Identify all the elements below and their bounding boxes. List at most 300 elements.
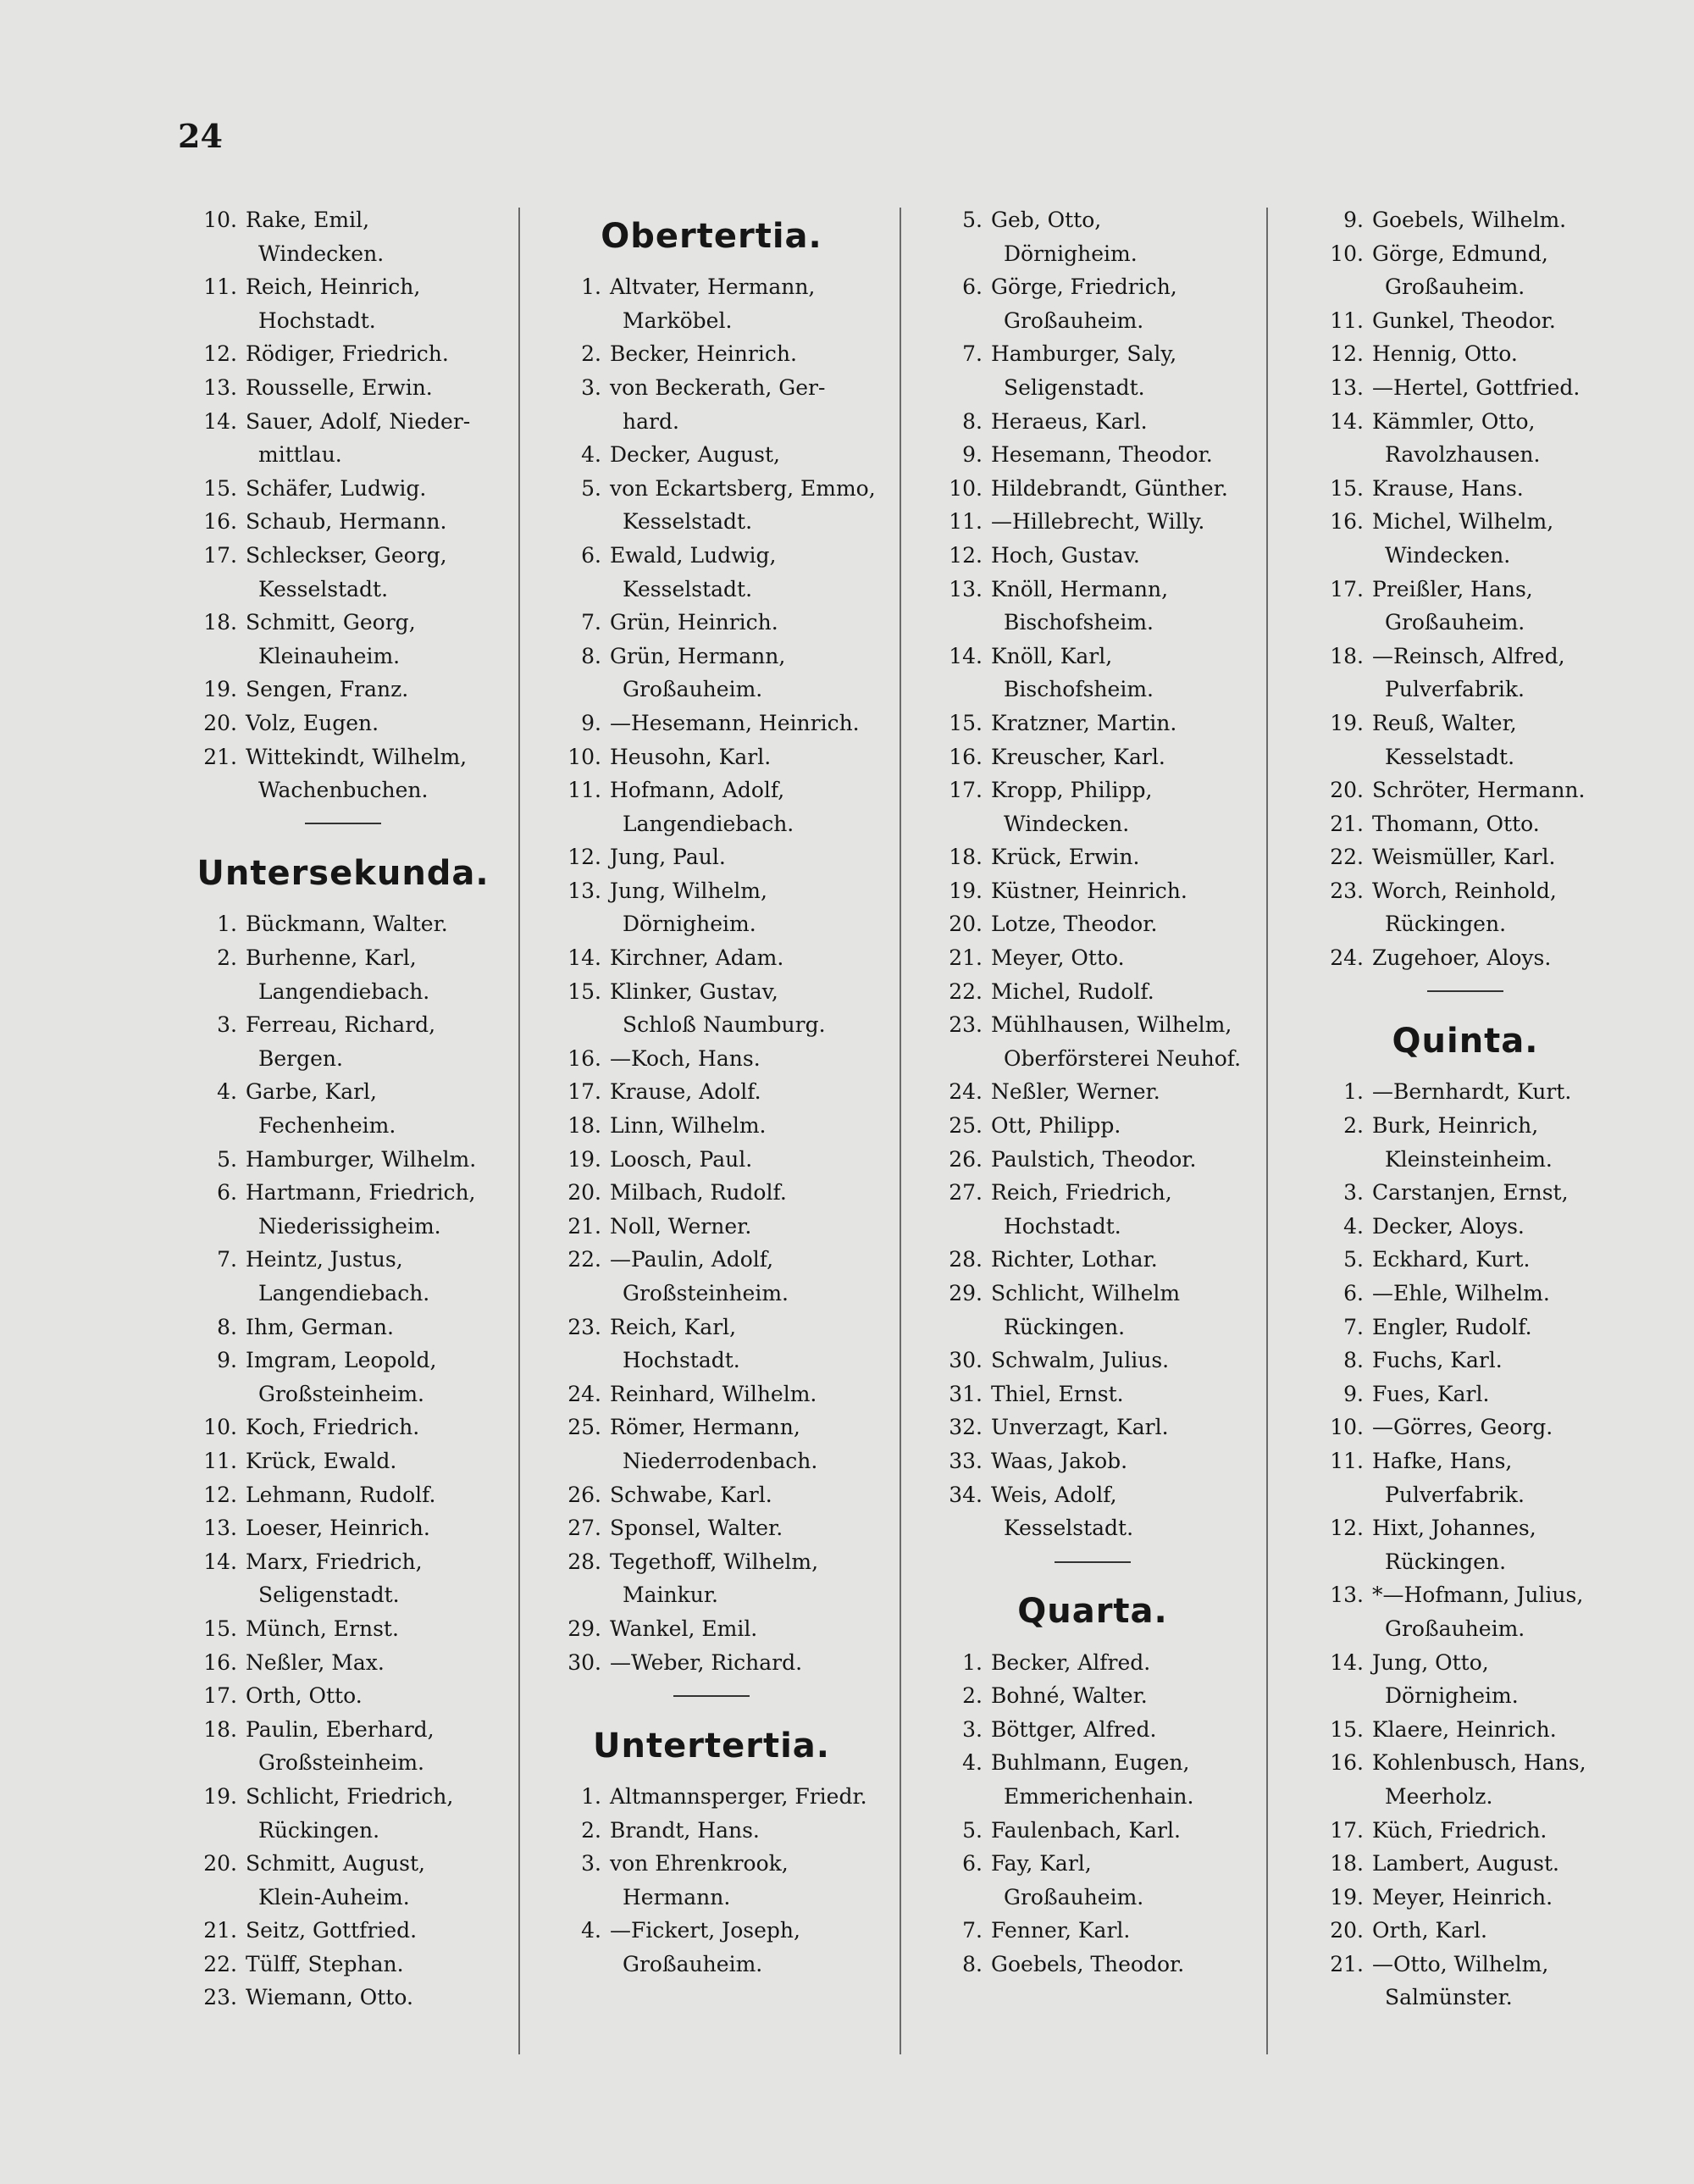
entry-place: Hochstadt.	[623, 1348, 740, 1373]
entry-name: Fuchs, Karl.	[1372, 1348, 1503, 1373]
entry-name: Becker, Heinrich.	[610, 341, 797, 367]
entry-number: 17.	[1330, 1817, 1364, 1843]
list-item	[1304, 1746, 1626, 1813]
entry-number: 28.	[567, 1549, 601, 1574]
list-item	[1304, 1109, 1626, 1176]
list-item	[1304, 203, 1626, 237]
entry-number: 9.	[1343, 1381, 1364, 1406]
entry-name: *—Hofmann, Julius,	[1372, 1583, 1584, 1608]
entry-name: Ferreau, Richard,	[246, 1012, 436, 1038]
list-item	[1304, 1243, 1626, 1277]
entry-place: Niederrodenbach.	[623, 1448, 818, 1473]
entry-number: 9.	[962, 442, 983, 468]
entry-number: 12.	[1330, 1516, 1364, 1541]
entry-name: Görge, Friedrich,	[991, 274, 1177, 300]
entry-name: Lambert, August.	[1372, 1851, 1559, 1876]
list-item	[542, 337, 881, 371]
entry-number: 20.	[1330, 1918, 1364, 1943]
column-4	[1304, 203, 1626, 2015]
entry-name: Schmitt, August,	[246, 1851, 425, 1876]
entry-number: 16.	[949, 744, 983, 769]
entry-name: Noll, Werner.	[610, 1213, 752, 1239]
entry-number: 2.	[962, 1683, 983, 1709]
list-item	[1304, 472, 1626, 506]
entry-place: Windecken.	[258, 241, 385, 266]
list-item	[542, 1814, 881, 1848]
list-item	[1304, 573, 1626, 640]
entry-number: 22.	[949, 978, 983, 1004]
entry-number: 11.	[949, 509, 983, 535]
entry-name: —Koch, Hans.	[610, 1045, 761, 1071]
entry-name: Küch, Friedrich.	[1372, 1817, 1547, 1843]
entry-name: Klinker, Gustav,	[610, 978, 778, 1004]
entry-name: —Paulin, Adolf,	[610, 1247, 774, 1272]
list-item	[178, 337, 508, 371]
list-item	[178, 941, 508, 1008]
entry-number: 14.	[203, 408, 237, 434]
entry-name: Görge, Edmund,	[1372, 241, 1548, 266]
entry-place: Großsteinheim.	[258, 1750, 424, 1776]
list-item	[178, 1411, 508, 1444]
list-item	[923, 438, 1262, 472]
entry-name: Hildebrandt, Günther.	[991, 475, 1228, 501]
entry-number: 18.	[203, 1716, 237, 1742]
entry-name: Krück, Erwin.	[991, 845, 1140, 870]
entry-name: Decker, August,	[610, 442, 780, 468]
entry-number: 19.	[949, 878, 983, 903]
entry-name: Hamburger, Wilhelm.	[246, 1146, 477, 1172]
list-item	[178, 1612, 508, 1646]
entry-number: 32.	[949, 1415, 983, 1440]
entry-name: Garbe, Karl,	[246, 1079, 377, 1105]
list-item	[923, 1377, 1262, 1411]
entry-name: Paulin, Eberhard,	[246, 1716, 435, 1742]
entry-number: 3.	[1343, 1180, 1364, 1206]
entry-name: —Ehle, Wilhelm.	[1372, 1281, 1550, 1305]
entry-name: Hixt, Johannes,	[1372, 1516, 1536, 1541]
entry-name: Hennig, Otto.	[1372, 341, 1518, 367]
entry-name: Faulenbach, Karl.	[991, 1817, 1181, 1843]
entry-place: Meerholz.	[1385, 1783, 1493, 1809]
entry-name: Tegethoff, Wilhelm,	[610, 1549, 819, 1574]
list-item	[178, 1780, 508, 1847]
entry-name: von Eckartsberg, Emmo,	[610, 475, 876, 501]
list-item	[923, 1847, 1262, 1914]
list-item	[178, 1344, 508, 1411]
entry-name: Weis, Adolf,	[991, 1482, 1117, 1507]
list-item	[178, 1075, 508, 1142]
entry-place: Rückingen.	[1004, 1314, 1126, 1339]
list-item	[178, 1143, 508, 1177]
entry-name: Hartmann, Friedrich,	[246, 1180, 476, 1206]
entry-place: Kesselstadt.	[623, 576, 753, 601]
entry-name: Krück, Ewald.	[246, 1448, 397, 1473]
entry-name: —Fickert, Joseph,	[610, 1918, 800, 1943]
entry-number: 6.	[581, 542, 601, 568]
list-item	[923, 975, 1262, 1009]
entry-number: 19.	[203, 1783, 237, 1809]
entry-number: 16.	[567, 1045, 601, 1071]
entry-number: 15.	[203, 1616, 237, 1641]
entry-name: Goebels, Wilhelm.	[1372, 208, 1567, 232]
list-item	[542, 975, 881, 1042]
list-item	[1304, 707, 1626, 773]
entry-name: Gunkel, Theodor.	[1372, 308, 1556, 333]
entry-name: Preißler, Hans,	[1372, 576, 1533, 601]
entry-number: 22.	[567, 1247, 601, 1272]
list-item	[923, 707, 1262, 740]
list-item	[923, 1411, 1262, 1444]
entry-name: Meyer, Otto.	[991, 945, 1125, 971]
list-item	[923, 1914, 1262, 1948]
entry-name: Altvater, Hermann,	[610, 274, 816, 300]
entry-number: 20.	[203, 1851, 237, 1876]
list-item	[542, 1914, 881, 1981]
list-item	[542, 773, 881, 840]
entry-number: 30.	[567, 1649, 601, 1675]
list-item	[178, 606, 508, 673]
entry-number: 5.	[217, 1146, 237, 1172]
entry-name: Rousselle, Erwin.	[246, 374, 433, 400]
entry-number: 5.	[962, 208, 983, 232]
list-item	[923, 740, 1262, 774]
list-item	[178, 1847, 508, 1914]
entry-number: 18.	[1330, 1851, 1364, 1876]
entry-number: 7.	[1343, 1314, 1364, 1339]
entry-name: Neßler, Max.	[246, 1649, 385, 1675]
entry-number: 10.	[949, 475, 983, 501]
list-item	[1304, 1344, 1626, 1377]
entry-name: Lotze, Theodor.	[991, 912, 1158, 937]
list-item	[1304, 371, 1626, 405]
list-item	[923, 573, 1262, 640]
entry-name: von Beckerath, Ger-	[610, 374, 826, 400]
list-item	[1304, 505, 1626, 572]
entry-number: 28.	[949, 1247, 983, 1272]
list-item	[1304, 874, 1626, 941]
entry-place: Kleinsteinheim.	[1385, 1146, 1553, 1172]
entry-name: Sponsel, Walter.	[610, 1516, 783, 1541]
list-item	[923, 203, 1262, 270]
entry-number: 11.	[203, 274, 237, 300]
entry-number: 15.	[1330, 475, 1364, 501]
entry-number: 13.	[1330, 1583, 1364, 1608]
entry-number: 11.	[567, 778, 601, 803]
entry-name: Heintz, Justus,	[246, 1247, 403, 1272]
list-item	[542, 1511, 881, 1545]
entry-place: Niederissigheim.	[258, 1213, 441, 1239]
list-item	[178, 1679, 508, 1713]
entry-place: Fechenheim.	[258, 1113, 396, 1139]
entry-number: 12.	[203, 341, 237, 367]
entry-place: Salmünster.	[1385, 1985, 1513, 2010]
entry-name: Knöll, Karl,	[991, 643, 1113, 668]
entry-name: Münch, Ernst.	[246, 1616, 399, 1641]
section-header: Untersekunda.	[197, 854, 490, 894]
entry-place: Kesselstadt.	[623, 509, 753, 535]
list-item	[1304, 1814, 1626, 1848]
entry-number: 12.	[567, 845, 601, 870]
entry-number: 17.	[203, 542, 237, 568]
entry-name: —Reinsch, Alfred,	[1372, 643, 1565, 668]
entry-name: —Görres, Georg.	[1372, 1415, 1553, 1440]
entry-name: —Weber, Richard.	[610, 1649, 803, 1675]
entry-number: 13.	[203, 1516, 237, 1541]
list-item	[178, 1478, 508, 1512]
entry-number: 29.	[567, 1616, 601, 1641]
list-item	[1304, 1176, 1626, 1210]
list-item	[542, 640, 881, 707]
list-item	[1304, 1277, 1626, 1311]
entry-name: Hafke, Hans,	[1372, 1448, 1513, 1473]
section-header: Obertertia.	[601, 217, 822, 256]
entry-number: 7.	[217, 1247, 237, 1272]
entry-name: Orth, Karl.	[1372, 1918, 1487, 1943]
entry-place: Kleinauheim.	[258, 643, 401, 668]
entry-place: Ravolzhausen.	[1385, 442, 1541, 468]
list-item	[542, 1478, 881, 1512]
entry-number: 7.	[962, 1918, 983, 1943]
section-separator	[542, 1679, 881, 1713]
entry-name: Heusohn, Karl.	[610, 744, 772, 769]
entry-name: Kohlenbusch, Hans,	[1372, 1750, 1586, 1776]
entry-name: Sauer, Adolf, Nieder-	[246, 408, 471, 434]
entry-number: 1.	[581, 1783, 601, 1809]
entry-number: 23.	[567, 1314, 601, 1339]
entry-name: Reich, Karl,	[610, 1314, 737, 1339]
entry-number: 34.	[949, 1482, 983, 1507]
list-item	[1304, 941, 1626, 975]
entry-number: 20.	[949, 912, 983, 937]
list-item	[542, 270, 881, 337]
entry-number: 16.	[203, 509, 237, 535]
entry-number: 4.	[581, 1918, 601, 1943]
entry-number: 21.	[203, 1918, 237, 1943]
entry-place: Emmerichenhain.	[1004, 1783, 1194, 1809]
entry-number: 14.	[203, 1549, 237, 1574]
entry-number: 24.	[949, 1079, 983, 1105]
list-item	[178, 1545, 508, 1612]
entry-place: Großauheim.	[1004, 308, 1144, 333]
entry-number: 29.	[949, 1281, 983, 1305]
entry-number: 31.	[949, 1381, 983, 1406]
list-item	[923, 1948, 1262, 1982]
entry-name: Loeser, Heinrich.	[246, 1516, 430, 1541]
list-item	[542, 874, 881, 941]
column-divider	[900, 208, 901, 2054]
list-item	[542, 1075, 881, 1109]
entry-name: Wittekindt, Wilhelm,	[246, 744, 468, 769]
entry-number: 11.	[1330, 1448, 1364, 1473]
entry-number: 21.	[949, 945, 983, 971]
entry-number: 27.	[949, 1180, 983, 1206]
entry-number: 33.	[949, 1448, 983, 1473]
list-item	[923, 405, 1262, 439]
entry-number: 10.	[203, 208, 237, 232]
entry-name: Tülff, Stephan.	[246, 1951, 404, 1976]
entry-number: 12.	[1330, 341, 1364, 367]
list-item	[542, 1377, 881, 1411]
entry-number: 16.	[1330, 509, 1364, 535]
entry-number: 24.	[567, 1381, 601, 1406]
section-separator	[178, 807, 508, 841]
list-item	[542, 941, 881, 975]
entry-name: Schlicht, Friedrich,	[246, 1783, 454, 1809]
list-item	[178, 1311, 508, 1344]
entry-number: 10.	[1330, 241, 1364, 266]
entry-name: Weismüller, Karl.	[1372, 845, 1556, 870]
entry-name: Engler, Rudolf.	[1372, 1314, 1532, 1339]
entry-number: 15.	[949, 710, 983, 735]
list-item	[542, 1545, 881, 1612]
entry-name: Hamburger, Saly,	[991, 341, 1177, 367]
entry-number: 17.	[203, 1683, 237, 1709]
entry-name: Jung, Paul.	[610, 845, 726, 870]
entry-place: Windecken.	[1385, 542, 1511, 568]
list-item	[1304, 1713, 1626, 1747]
entry-name: Seitz, Gottfried.	[246, 1918, 418, 1943]
entry-name: Wankel, Emil.	[610, 1616, 758, 1641]
entry-name: Schwabe, Karl.	[610, 1482, 772, 1507]
entry-number: 25.	[567, 1415, 601, 1440]
list-item	[1304, 1948, 1626, 2015]
entry-number: 8.	[962, 1951, 983, 1976]
list-item	[1304, 1444, 1626, 1511]
list-item	[923, 1344, 1262, 1377]
entry-name: Kämmler, Otto,	[1372, 408, 1536, 434]
entry-place: Bergen.	[258, 1045, 343, 1071]
entry-name: Linn, Wilhelm.	[610, 1113, 767, 1139]
entry-name: Carstanjen, Ernst,	[1372, 1180, 1569, 1206]
list-item	[923, 1646, 1262, 1680]
entry-number: 8.	[962, 408, 983, 434]
entry-name: Schmitt, Georg,	[246, 610, 416, 635]
entry-name: Klaere, Heinrich.	[1372, 1716, 1557, 1742]
section-header: Quinta.	[1392, 1022, 1539, 1062]
entry-name: Küstner, Heinrich.	[991, 878, 1187, 903]
entry-place: Seligenstadt.	[258, 1583, 400, 1608]
list-item	[542, 1042, 881, 1076]
entry-number: 23.	[1330, 878, 1364, 903]
entry-number: 8.	[581, 643, 601, 668]
entry-number: 13.	[203, 374, 237, 400]
list-item	[178, 1511, 508, 1545]
entry-place: Dörnigheim.	[1004, 241, 1138, 266]
entry-place: Großsteinheim.	[258, 1381, 424, 1406]
section-separator	[1304, 975, 1626, 1009]
list-item	[542, 1780, 881, 1814]
list-item	[178, 203, 508, 270]
entry-name: Wiemann, Otto.	[246, 1985, 413, 2010]
entry-place: Dörnigheim.	[1385, 1683, 1519, 1709]
entry-name: Hoch, Gustav.	[991, 542, 1140, 568]
entry-number: 25.	[949, 1113, 983, 1139]
list-item	[542, 1411, 881, 1477]
entry-place: Großauheim.	[1385, 610, 1525, 635]
list-item	[923, 874, 1262, 908]
list-item	[923, 1746, 1262, 1813]
entry-place: Großauheim.	[1385, 1616, 1525, 1641]
column-divider	[1266, 208, 1268, 2054]
entry-name: Buhlmann, Eugen,	[991, 1750, 1190, 1776]
list-item	[178, 270, 508, 337]
entry-place: Kesselstadt.	[258, 576, 389, 601]
entry-place: Pulverfabrik.	[1385, 677, 1525, 702]
entry-place: Großauheim.	[1385, 274, 1525, 300]
entry-place: Langendiebach.	[258, 978, 430, 1004]
entry-place: Wachenbuchen.	[258, 778, 429, 803]
list-item	[1304, 1847, 1626, 1881]
list-item	[1304, 1914, 1626, 1948]
list-item	[178, 1243, 508, 1310]
entry-number: 9.	[1343, 208, 1364, 232]
entry-number: 9.	[217, 1348, 237, 1373]
list-item	[178, 1981, 508, 2015]
list-item	[542, 1143, 881, 1177]
list-item	[923, 337, 1262, 404]
entry-name: Fenner, Karl.	[991, 1918, 1131, 1943]
entry-number: 14.	[1330, 408, 1364, 434]
entry-place: Klein-Auheim.	[258, 1884, 410, 1910]
entry-number: 19.	[203, 677, 237, 702]
entry-place: Schloß Naumburg.	[623, 1012, 826, 1038]
entry-number: 7.	[581, 610, 601, 635]
entry-name: Reuß, Walter,	[1372, 710, 1517, 735]
entry-name: Burk, Heinrich,	[1372, 1113, 1539, 1139]
entry-number: 8.	[217, 1314, 237, 1339]
entry-number: 27.	[567, 1516, 601, 1541]
entry-name: Mühlhausen, Wilhelm,	[991, 1012, 1232, 1038]
list-item	[1304, 304, 1626, 338]
list-item	[178, 1646, 508, 1680]
list-item	[178, 1176, 508, 1243]
entry-name: Grün, Heinrich.	[610, 610, 778, 635]
list-item	[923, 640, 1262, 707]
list-item	[1304, 405, 1626, 472]
entry-place: Pulverfabrik.	[1385, 1482, 1525, 1507]
entry-name: Römer, Hermann,	[610, 1415, 800, 1440]
list-item	[542, 1646, 881, 1680]
list-item	[178, 505, 508, 539]
entry-name: Brandt, Hans.	[610, 1817, 760, 1843]
entry-name: Altmannsperger, Friedr.	[610, 1783, 867, 1809]
entry-number: 4.	[1343, 1213, 1364, 1239]
entry-number: 17.	[949, 778, 983, 803]
entry-name: Paulstich, Theodor.	[991, 1146, 1197, 1172]
entry-number: 15.	[203, 475, 237, 501]
entry-name: Fues, Karl.	[1372, 1381, 1490, 1406]
list-item	[1304, 1578, 1626, 1645]
entry-place: Oberförsterei Neuhof.	[1004, 1045, 1242, 1071]
list-item	[1304, 840, 1626, 874]
entry-name: Unverzagt, Karl.	[991, 1415, 1169, 1440]
list-item	[1304, 1210, 1626, 1244]
entry-place: Langendiebach.	[258, 1281, 430, 1305]
entry-name: Schlicht, Wilhelm	[991, 1281, 1181, 1305]
entry-name: Milbach, Rudolf.	[610, 1180, 787, 1206]
entry-place: Rückingen.	[1385, 1549, 1507, 1574]
entry-name: Schaub, Hermann.	[246, 509, 447, 535]
list-item	[1304, 773, 1626, 807]
list-item	[542, 1612, 881, 1646]
list-item	[178, 405, 508, 472]
entry-name: Jung, Otto,	[1372, 1649, 1489, 1675]
entry-number: 1.	[1343, 1079, 1364, 1105]
entry-name: Krause, Hans.	[1372, 475, 1524, 501]
list-item	[178, 1914, 508, 1948]
list-item	[1304, 1311, 1626, 1344]
entry-number: 1.	[581, 274, 601, 300]
